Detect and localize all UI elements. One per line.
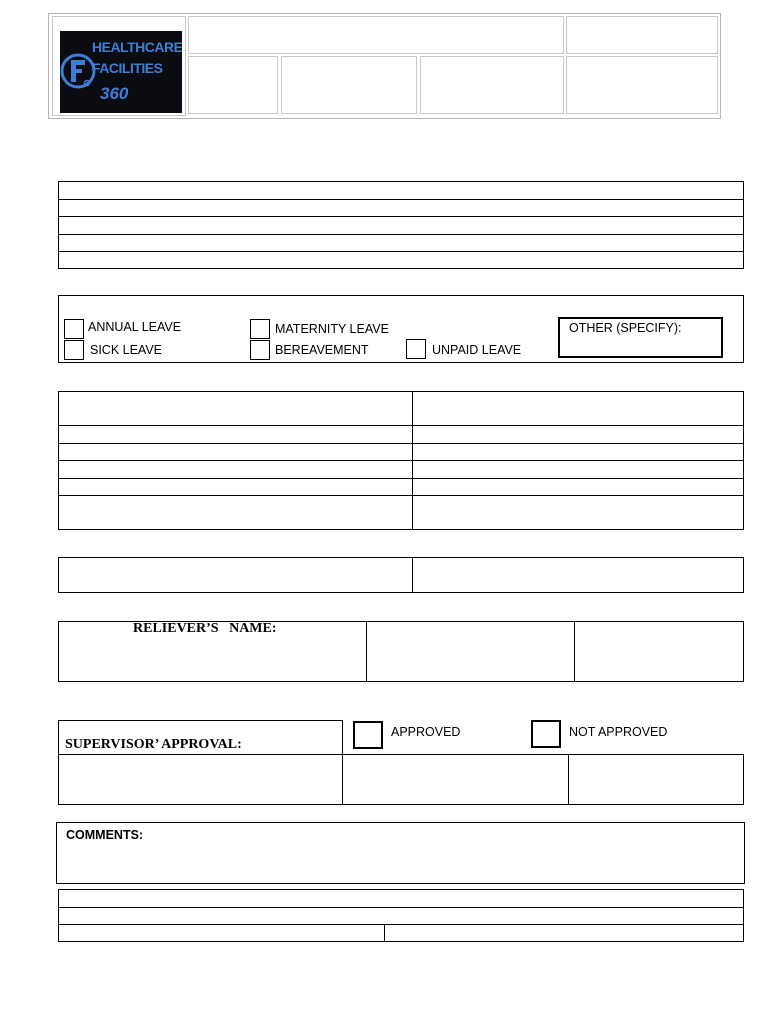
employee-info-row-divider <box>58 199 744 200</box>
header-cell-1 <box>188 56 278 114</box>
supervisor-signature-table <box>58 754 744 805</box>
applicant-signature-table <box>58 557 744 593</box>
bereavement-checkbox[interactable] <box>250 340 270 360</box>
supervisor-signature-divider <box>342 754 343 805</box>
employee-info-row-divider <box>58 251 744 252</box>
header-cell-3 <box>420 56 564 114</box>
header-cell-4 <box>566 56 718 114</box>
unpaid-leave-label: UNPAID LEAVE <box>432 343 522 357</box>
annual-leave-checkbox[interactable] <box>64 319 84 339</box>
company-logo <box>60 31 182 113</box>
employee-info-row-divider <box>58 234 744 235</box>
comments-label: COMMENTS: <box>66 828 144 842</box>
footer-row-divider <box>58 924 744 925</box>
leave-details-row-divider <box>58 478 744 479</box>
bereavement-label: BEREAVEMENT <box>275 343 369 357</box>
approved-label: APPROVED <box>391 725 461 739</box>
other-specify-label: OTHER (SPECIFY): <box>569 321 682 335</box>
approved-checkbox[interactable] <box>353 721 383 749</box>
not-approved-checkbox[interactable] <box>531 720 561 748</box>
leave-details-row-divider <box>58 425 744 426</box>
logo-text-line-2: FACILITIES <box>92 60 163 76</box>
maternity-leave-checkbox[interactable] <box>250 319 270 339</box>
footer-column-divider <box>384 924 385 942</box>
header-cell-2 <box>281 56 417 114</box>
comments-box[interactable] <box>56 822 745 884</box>
logo-text-line-1: HEALTHCARE <box>92 39 182 55</box>
footer-table <box>58 889 744 942</box>
supervisor-signature-divider <box>568 754 569 805</box>
leave-details-row-divider <box>58 443 744 444</box>
sick-leave-checkbox[interactable] <box>64 340 84 360</box>
header-title-cell <box>188 16 564 54</box>
employee-info-table <box>58 181 744 269</box>
annual-leave-label: ANNUAL LEAVE <box>88 320 182 334</box>
supervisor-approval-label: SUPERVISOR’ APPROVAL: <box>65 737 242 752</box>
reliever-column-divider <box>574 621 575 682</box>
reliever-column-divider <box>366 621 367 682</box>
applicant-signature-divider <box>412 557 413 593</box>
sick-leave-label: SICK LEAVE <box>90 343 163 357</box>
leave-details-row-divider <box>58 495 744 496</box>
not-approved-label: NOT APPROVED <box>569 725 668 739</box>
header-top-right-cell <box>566 16 718 54</box>
leave-details-row-divider <box>58 460 744 461</box>
unpaid-leave-checkbox[interactable] <box>406 339 426 359</box>
maternity-leave-label: MATERNITY LEAVE <box>275 322 389 336</box>
footer-row-divider <box>58 907 744 908</box>
employee-info-row-divider <box>58 216 744 217</box>
reliever-name-label: RELIEVER’S NAME: <box>133 621 277 636</box>
logo-text-line-3: 360 <box>100 84 129 103</box>
